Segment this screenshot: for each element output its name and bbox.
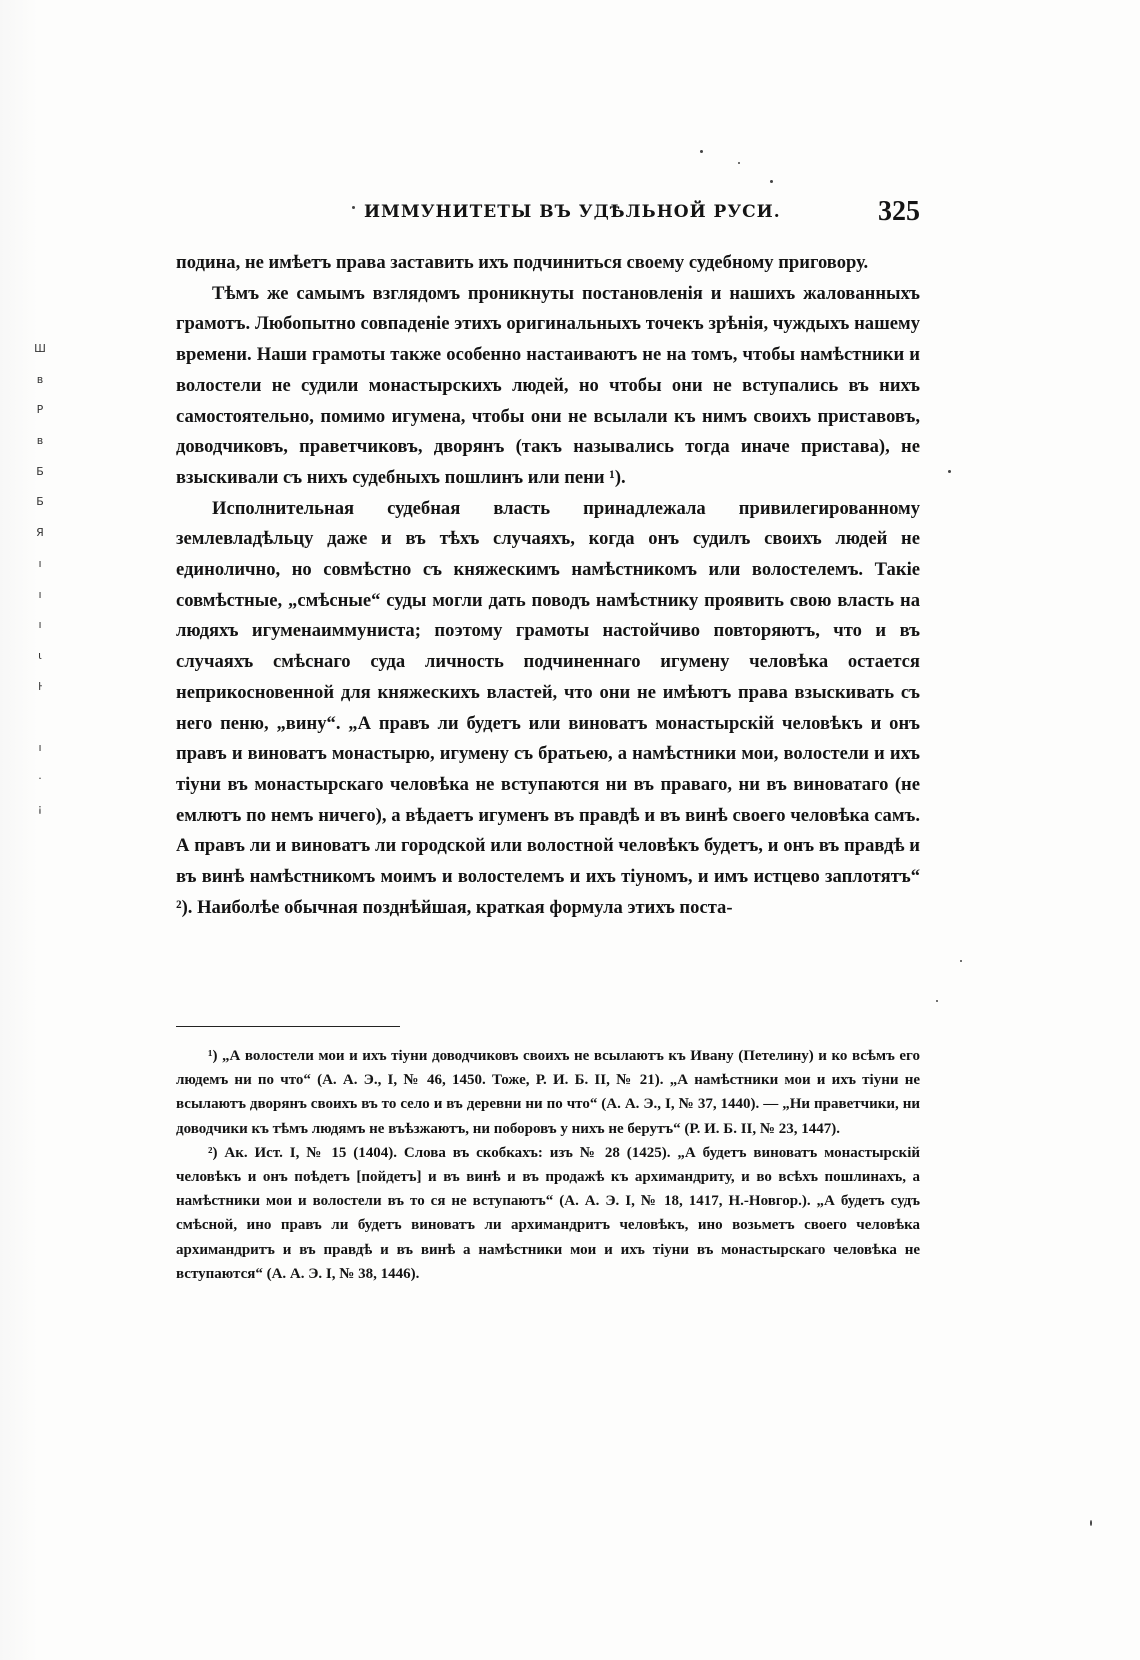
paragraph: Тѣмъ же самымъ взглядомъ проникнуты постановленія и нашихъ жалованныхъ грамотъ. Любопытно совпаденіе этихъ оригинальныхъ точекъ зрѣнія, чуждыхъ нашему времени. Наши грамоты также особенно настаиваютъ не на томъ, чтобы намѣстники и волостели не судили монастырскихъ людей, но чтобы они не вступались въ нихъ самостоятельно, помимо игумена, чтобы они не всылали къ нимъ своихъ приставовъ, доводчиковъ, праветчиковъ, дворянъ (такъ назывались тогда иначе пристава), не взыскивали съ нихъ судебныхъ пошлинъ или пени ¹). [176,282,920,488]
margin-mark: ı [38,587,42,601]
scan-speck [738,162,740,164]
margin-mark: ι [38,648,42,662]
page-number: 325 [878,196,920,227]
margin-mark: ŀ [38,679,42,693]
margin-mark: Б [36,464,44,478]
footnote: ¹) „А волостели мои и ихъ тіуни доводчиковъ своихъ не всылаютъ къ Ивану (Петелину) и ко всѣмъ его людемъ ни по что“ (А. А. Э., I, № 46, 1450. Тоже, Р. И. Б. II, № 21). „А намѣстники мои и ихъ тіуни не всылаютъ дворянъ своихъ въ то село и въ деревни ни по что“ (А. А. Э., I, № 37, 1440). — „Ни праветчики, ни доводчики къ тѣмъ людямъ не въѣзжаютъ, ни поборовъ у нихъ не берутъ“ (Р. И. Б. II, № 23, 1447). [176,1048,920,1137]
footnote: ²) Ак. Ист. I, № 15 (1404). Слова въ скобкахъ: изъ № 28 (1425). „А будетъ виноватъ монастырскій человѣкъ и онъ поѣдетъ [пойдетъ] и въ винѣ и въ продажѣ къ архимандриту, и во всѣхъ пошлинахъ, а намѣстники мои и волостели въ то ся не вступаютъ“ (А. А. Э. I, № 18, 1417, Н.-Новгор.). „А будетъ судъ смѣсной, ино правъ ли будетъ виноватъ ли архимандритъ человѣкъ, ино возьметъ своего человѣка архимандритъ и въ правдѣ и въ винѣ а намѣстники мои и ихъ тіуни въ монастырскаго человѣка не вступаются“ (А. А. Э. I, № 38, 1446). [176,1144,920,1282]
running-head: ИММУНИТЕТЫ ВЪ УДѢЛЬНОЙ РУСИ. [364,202,781,222]
paragraph: подина, не имѣетъ права заставить ихъ подчиниться своему судебному приговору. [176,252,869,273]
margin-mark: в [36,434,44,448]
margin-mark: · [38,771,42,785]
scan-edge [0,0,38,1660]
margin-mark: Я [36,526,44,540]
margin-mark: Ш [34,342,46,355]
scan-speck [936,1000,938,1002]
scan-speck [1090,1520,1092,1526]
footnotes [176,1044,920,1286]
scan-speck [948,470,951,473]
margin-mark [34,702,46,733]
scan-speck [770,180,773,183]
margin-mark: в [36,372,44,386]
scan-speck [700,150,703,153]
margin-mark: Б [36,495,44,509]
main-text [176,248,920,923]
footnote-divider [176,1026,400,1027]
margin-bleed-through [34,334,46,825]
margin-mark: ı [38,740,42,754]
margin-mark: ¡ [37,802,43,816]
margin-mark: ı [38,618,42,632]
page-header [176,196,920,232]
scan-speck [960,960,962,962]
margin-mark: ı [38,556,42,570]
margin-mark: Р [36,403,44,417]
paragraph: Исполнительная судебная власть принадлежала привилегированному землевладѣльцу даже и въ тѣхъ случаяхъ, когда онъ судилъ своихъ людей не единолично, но совмѣстно съ княжескимъ намѣстникомъ или волостелемъ. Такіе совмѣстные, „смѣсные“ суды могли дать поводъ намѣстнику проявить свою власть на людяхъ игуменаиммуниста; поэтому грамоты настойчиво повторяютъ, что и въ случаяхъ смѣснаго суда личность подчиненнаго игумену человѣка остается неприкосновенной для княжескихъ властей, что они не имѣютъ права взыскивать съ него пеню, „вину“. „А правъ ли будетъ или виноватъ монастырскій человѣкъ и онъ правъ и виноватъ монастырю, игумену съ братьею, а намѣстники мои, волостели и ихъ тіуни въ монастырскаго человѣка не вступаются ни въ праваго, ни въ виноватаго (не емлютъ по немъ ничего), а вѣдаетъ игуменъ въ правдѣ и въ винѣ своего человѣка самъ. А правъ ли и виноватъ ли городской или волостной человѣкъ будетъ, и онъ въ правдѣ и въ винѣ намѣстникомъ моимъ и волостелемъ и ихъ тіуномъ, и имъ истцево заплотятъ“ ²). Наиболѣе обычная позднѣйшая, краткая формула этихъ поста- [176,497,920,918]
